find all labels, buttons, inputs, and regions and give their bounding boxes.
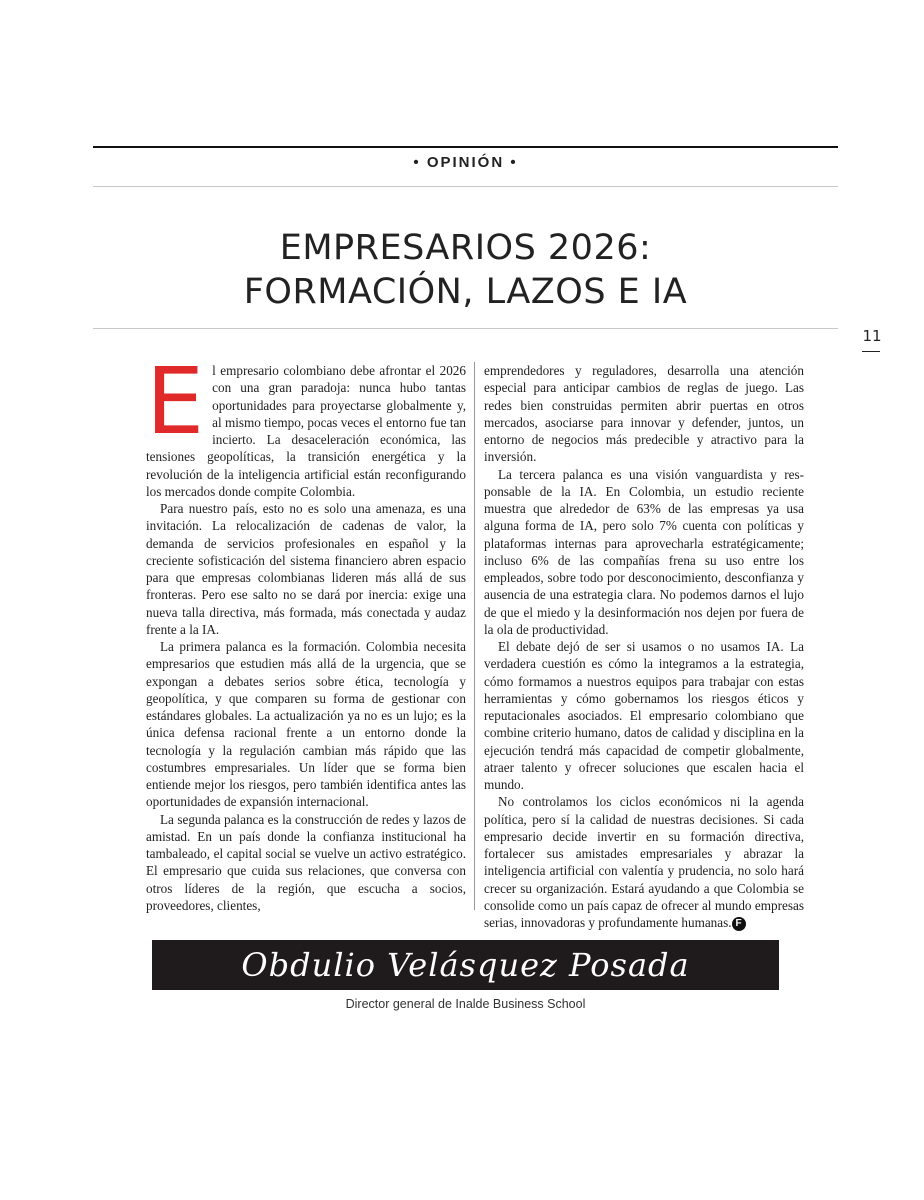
page-number-rule	[862, 351, 880, 352]
paragraph: La primera palanca es la formación. Colombia necesita empresarios que estudien más allá de la urgencia, que se expongan a debates serios sobre ética, tecnología y geopolítica, y que comparen su forma de gestionar con estándares globales. La actualización ya no es un lujo; es la única defensa racional frente a un entorno donde la tecnología y la regulación cambian más rápido que las costumbres empresariales. Un líder que se forma bien entiende mejor los riesgos, pero también identifica antes las oportunidades de expansión internacional.	[146, 639, 466, 810]
paragraph-text: l empresario colombiano debe afrontar el 2026 con una gran paradoja: nunca hubo tantas oportunidades para proyectarse globalmente y, al mismo tiempo, pocas veces el entorno fue tan incierto. La desaceleración económica, las tensiones geopolíticas, la transición energética y la revolución de la inteligencia artificial están reconfigurando los mercados donde compite Colombia.	[146, 363, 466, 499]
paragraph: El debate dejó de ser si usamos o no usamos IA. La verdadera cuestión es cómo la integramos a la estrategia, cómo formamos a nuestros equipos para trabajar con estas herramientas y cómo gobernamos los riesgos éticos y reputacionales asociados. El empresario colombiano que combine criterio humano, datos de calidad y disciplina en la ejecución tendrá más capacidad de competir globalmente, atraer talento y ofrecer soluciones que escalen hacia el mundo.	[484, 639, 804, 792]
section-rule	[93, 186, 838, 187]
page-number: 11	[862, 327, 882, 345]
author-signature: Obdulio Velásquez Posada	[241, 946, 690, 984]
paragraph: Para nuestro país, esto no es solo una amenaza, es una invitación. La relocalización de cadenas de valor, la demanda de servicios profesionales en español y la creciente sofisticación del sistema financiero abren espacio para que empresas colombianas lideren más allá de sus fronteras. Pero ese salto no se dará por inercia: exige una nueva talla directiva, más formada, más conectada y audaz frente a la IA.	[146, 501, 466, 637]
author-title: Director general de Inalde Business School	[345, 997, 586, 1011]
section-label: • OPINIÓN •	[413, 154, 518, 171]
article-column-right	[484, 362, 804, 931]
headline-line-2: FORMACIÓN, LAZOS E IA	[243, 272, 688, 312]
signature-bar	[152, 940, 779, 990]
top-rule	[93, 146, 838, 148]
paragraph	[484, 793, 804, 931]
paragraph: emprendedores y reguladores, desarrolla una atención especial para anticipar cambios de reglas de juego. Las redes bien construidas permiten abrir puertas en otros mercados, asociarse para innovar y defender, juntos, un entorno de negocios más predecible y atractivo para la inversión.	[484, 363, 804, 465]
article-column-left	[146, 348, 466, 914]
headline-rule	[93, 328, 838, 329]
paragraph: La tercera palanca es una visión vanguardista y responsable de la IA. En Colombia, un estudio reciente muestra que alrededor de 63% de las empresas ya usa alguna forma de IA, pero solo 7% cuenta con políticas y plataformas internas para aprovecharla estratégicamente; incluso 6% de las compañías frena su uso entre los empleados, sobre todo por desconocimiento, desconfianza y ausencia de una estrategia clara. No podemos darnos el lujo de que el miedo y la desinformación nos dejen por fuera de la ola de productividad.	[484, 466, 804, 637]
column-divider	[474, 362, 475, 910]
drop-cap: E	[146, 348, 205, 455]
headline-line-1: EMPRESARIOS 2026:	[279, 228, 652, 268]
end-mark-icon: F	[732, 917, 746, 931]
headline	[93, 226, 838, 314]
paragraph	[146, 348, 466, 500]
paragraph: La segunda palanca es la construcción de redes y lazos de amistad. En un país donde la confianza institucional ha tambaleado, el capital social se vuelve un activo estratégico. El empresario que cuida sus relaciones, que conversa con otros líderes de la región, que escucha a socios, proveedores, clientes,	[146, 811, 466, 913]
paragraph-text: No controlamos los ciclos económicos ni la agenda política, pero sí la calidad de nuestras decisiones. Si cada empresario decide invertir en su formación directiva, fortalecer sus amistades empresariales y abrazar la inteligencia artificial con valentía y prudencia, no solo hará crecer su organización. Estará ayudando a que Colombia se consolide como un país capaz de ofrecer al mundo empresas serias, innovadoras y profundamente humanas.	[484, 794, 804, 930]
